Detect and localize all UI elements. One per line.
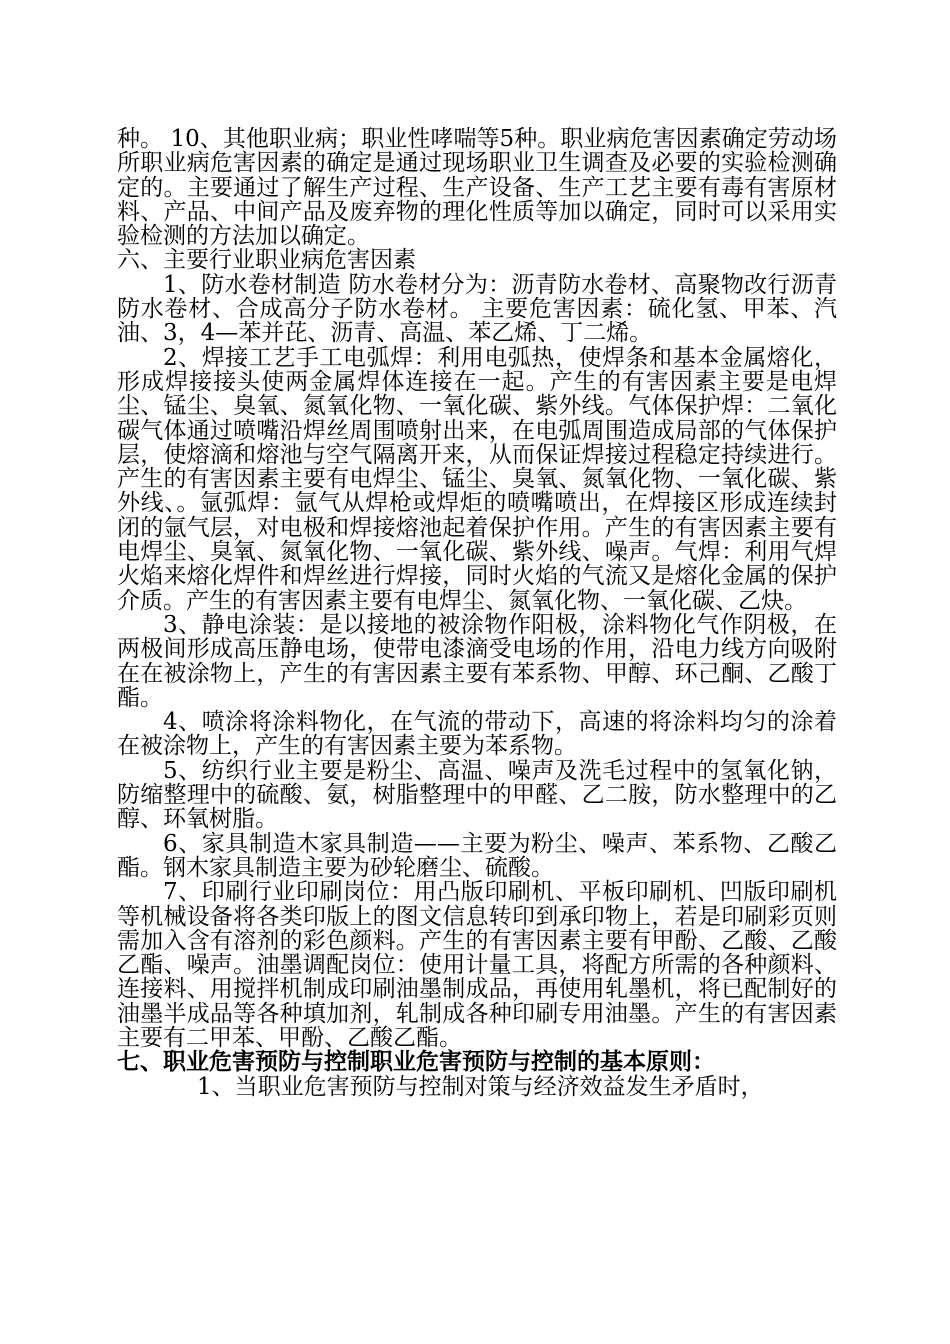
paragraph-spray-coating: 4、喷涂将涂料物化，在气流的带动下，高速的将涂料均匀的涂着在被涂物上，产生的有害因素主要为苯系物。: [117, 709, 837, 760]
section-heading-six: 六、主要行业职业病危害因素: [117, 247, 416, 274]
paragraph-electrostatic-coating: 3、静电涂装：是以接地的被涂物作阳极，涂料物化气作阴极，在两极间形成高压静电场，使带电漆滴受电场的作用，沿电力线方向吸附在在被涂物上，产生的有害因素主要有苯系物、甲醇、环己酮、乙酸丁酯。: [117, 611, 837, 711]
paragraph-welding: 2、焊接工艺手工电弧焊：利用电弧热，使焊条和基本金属熔化，形成焊接接头使两金属焊体连接在一起。产生的有害因素主要是电焊尘、锰尘、臭氧、氮氧化物、一氧化碳、紫外线。气体保护焊：二氧化碳气体通过喷嘴沿焊丝周围喷射出来，在电弧周围造成局部的气体保护层，使熔滴和熔池与空气隔离开来，从而保证焊接过程稳定持续进行。产生的有害因素主要有电焊尘、锰尘、臭氧、氮氧化物、一氧化碳、紫外线、。氩弧焊：氩气从焊枪或焊炬的喷嘴喷出，在焊接区形成连续封闭的氩气层，对电极和焊接熔池起着保护作用。产生的有害因素主要有电焊尘、臭氧、氮氧化物、一氧化碳、紫外线、噪声。气焊：利用气焊火焰来熔化焊件和焊丝进行焊接，同时火焰的气流又是熔化金属的保护介质。产生的有害因素主要有电焊尘、氮氧化物、一氧化碳、乙炔。: [117, 344, 837, 614]
paragraph-waterproof-membrane: 1、防水卷材制造 防水卷材分为：沥青防水卷材、高聚物改行沥青防水卷材、合成高分子防水卷材。 主要危害因素：硫化氢、甲苯、汽油、3，4—苯并芘、沥青、高温、苯乙烯、丁二烯。: [117, 271, 837, 347]
paragraph-furniture: 6、家具制造木家具制造——主要为粉尘、噪声、苯系物、乙酸乙酯。钢木家具制造主要为砂轮磨尘、硫酸。: [117, 830, 837, 881]
paragraph-occupational-disease-factors: 种。 10、其他职业病；职业性哮喘等5种。职业病危害因素确定劳动场所职业病危害因素的确定是通过现场职业卫生调查及必要的实验检测确定的。主要通过了解生产过程、生产设备、生产工艺主要有毒有害原材料、产品、中间产品及废弃物的理化性质等加以确定，同时可以采用实验检测的方法加以确定。: [117, 126, 837, 250]
paragraph-textile: 5、纺织行业主要是粉尘、高温、噪声及洗毛过程中的氢氧化钠，防缩整理中的硫酸、氨，树脂整理中的甲醛、乙二胺，防水整理中的乙醇、环氧树脂。: [117, 757, 837, 833]
paragraph-printing: 7、印刷行业印刷岗位：用凸版印刷机、平板印刷机、凹版印刷机等机械设备将各类印版上的图文信息转印到承印物上，若是印刷彩页则需加入含有溶剂的彩色颜料。产生的有害因素主要有甲酚、乙酸、乙酸乙酯、噪声。油墨调配岗位：使用计量工具，将配方所需的各种颜料、连接料、用搅拌机制成印刷油墨制成品，再使用轧墨机，将已配制好的油墨半成品等各种填加剂，轧制成各种印刷专用油墨。产生的有害因素主要有二甲苯、甲酚、乙酸乙酯。: [117, 879, 837, 1051]
document-page: [117, 127, 837, 1099]
paragraph-principle-one: 1、当职业危害预防与控制对策与经济效益发生矛盾时，: [197, 1073, 764, 1100]
section-heading-seven: 七、职业危害预防与控制职业危害预防与控制的基本原则：: [117, 1048, 715, 1076]
